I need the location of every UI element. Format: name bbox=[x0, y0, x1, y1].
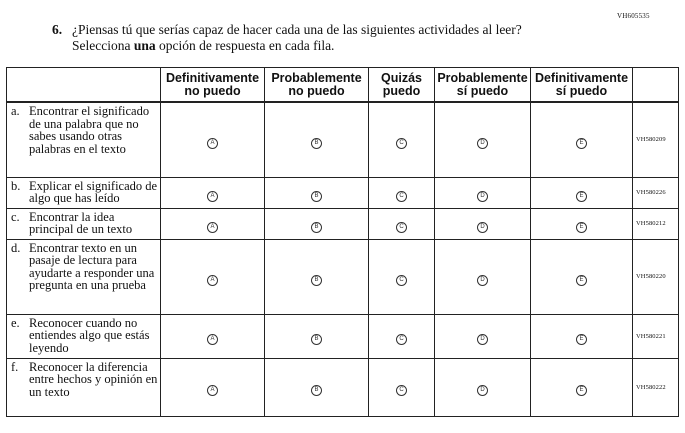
row-code: VH580212 bbox=[633, 208, 679, 239]
response-table bbox=[6, 67, 679, 417]
radio-bubble[interactable]: E bbox=[576, 334, 587, 345]
radio-bubble[interactable]: A bbox=[207, 385, 218, 396]
radio-bubble[interactable]: B bbox=[311, 275, 322, 286]
row-letter: c. bbox=[11, 209, 20, 224]
header-col-1: Definitivamente no puedo bbox=[161, 68, 265, 103]
radio-bubble[interactable]: A bbox=[207, 222, 218, 233]
header-row bbox=[7, 68, 679, 103]
option-cell[interactable] bbox=[161, 314, 265, 358]
option-cell[interactable] bbox=[161, 102, 265, 177]
radio-bubble[interactable]: A bbox=[207, 138, 218, 149]
table-row bbox=[7, 314, 679, 358]
option-cell[interactable] bbox=[369, 239, 435, 314]
option-cell[interactable] bbox=[435, 177, 531, 208]
row-code: VH580209 bbox=[633, 102, 679, 177]
option-cell[interactable] bbox=[531, 208, 633, 239]
row-text: Encontrar texto en un pasaje de lectura para ayudarte a responder una pregunta en una prueba bbox=[29, 240, 155, 292]
question-text bbox=[72, 22, 572, 54]
header-col-2: Probablemente no puedo bbox=[265, 68, 369, 103]
item-code: VH605535 bbox=[617, 12, 650, 20]
row-label bbox=[7, 239, 161, 314]
row-label bbox=[7, 208, 161, 239]
radio-bubble[interactable]: B bbox=[311, 334, 322, 345]
question-text-bold: una bbox=[133, 38, 156, 53]
option-cell[interactable] bbox=[435, 208, 531, 239]
row-letter: a. bbox=[11, 104, 20, 118]
row-label bbox=[7, 102, 161, 177]
option-cell[interactable] bbox=[531, 239, 633, 314]
option-cell[interactable] bbox=[161, 358, 265, 416]
table-row bbox=[7, 358, 679, 416]
row-code: VH580222 bbox=[633, 358, 679, 416]
table-row bbox=[7, 102, 679, 177]
option-cell[interactable] bbox=[369, 314, 435, 358]
table-row bbox=[7, 177, 679, 208]
radio-bubble[interactable]: D bbox=[477, 275, 488, 286]
row-letter: b. bbox=[11, 178, 21, 193]
option-cell[interactable] bbox=[161, 239, 265, 314]
radio-bubble[interactable]: E bbox=[576, 275, 587, 286]
radio-bubble[interactable]: D bbox=[477, 334, 488, 345]
row-letter: f. bbox=[11, 359, 19, 374]
table-row bbox=[7, 208, 679, 239]
question-text-before: ¿Piensas tú que serías capaz de hacer cada una de las siguientes actividades al leer? Selecciona bbox=[72, 22, 522, 53]
option-cell[interactable] bbox=[161, 208, 265, 239]
option-cell[interactable] bbox=[531, 177, 633, 208]
option-cell[interactable] bbox=[265, 358, 369, 416]
radio-bubble[interactable]: D bbox=[477, 138, 488, 149]
option-cell[interactable] bbox=[369, 102, 435, 177]
option-cell[interactable] bbox=[435, 314, 531, 358]
row-letter: e. bbox=[11, 315, 20, 330]
radio-bubble[interactable]: E bbox=[576, 222, 587, 233]
radio-bubble[interactable]: B bbox=[311, 385, 322, 396]
option-cell[interactable] bbox=[531, 102, 633, 177]
radio-bubble[interactable]: D bbox=[477, 191, 488, 202]
header-col-4: Probablemente sí puedo bbox=[435, 68, 531, 103]
option-cell[interactable] bbox=[369, 358, 435, 416]
radio-bubble[interactable]: E bbox=[576, 385, 587, 396]
radio-bubble[interactable]: C bbox=[396, 385, 407, 396]
option-cell[interactable] bbox=[435, 102, 531, 177]
radio-bubble[interactable]: C bbox=[396, 138, 407, 149]
radio-bubble[interactable]: B bbox=[311, 191, 322, 202]
option-cell[interactable] bbox=[435, 239, 531, 314]
radio-bubble[interactable]: D bbox=[477, 222, 488, 233]
header-code-col bbox=[633, 68, 679, 103]
radio-bubble[interactable]: A bbox=[207, 275, 218, 286]
option-cell[interactable] bbox=[369, 177, 435, 208]
header-col-3: Quizás puedo bbox=[369, 68, 435, 103]
radio-bubble[interactable]: E bbox=[576, 138, 587, 149]
option-cell[interactable] bbox=[265, 314, 369, 358]
question-text-after: opción de respuesta en cada fila. bbox=[155, 38, 335, 53]
row-code: VH580221 bbox=[633, 314, 679, 358]
radio-bubble[interactable]: C bbox=[396, 275, 407, 286]
option-cell[interactable] bbox=[265, 102, 369, 177]
row-code: VH580226 bbox=[633, 177, 679, 208]
row-text: Reconocer la diferencia entre hechos y opinión en un texto bbox=[29, 359, 158, 399]
row-text: Encontrar la idea principal de un texto bbox=[29, 209, 133, 236]
radio-bubble[interactable]: B bbox=[311, 138, 322, 149]
option-cell[interactable] bbox=[531, 314, 633, 358]
row-text: Reconocer cuando no entiendes algo que estás leyendo bbox=[29, 315, 150, 355]
row-label bbox=[7, 177, 161, 208]
radio-bubble[interactable]: A bbox=[207, 191, 218, 202]
option-cell[interactable] bbox=[435, 358, 531, 416]
header-blank bbox=[7, 68, 161, 103]
table-row bbox=[7, 239, 679, 314]
option-cell[interactable] bbox=[265, 208, 369, 239]
header-col-5: Definitivamente sí puedo bbox=[531, 68, 633, 103]
row-text: Explicar el significado de algo que has leído bbox=[29, 178, 158, 205]
option-cell[interactable] bbox=[369, 208, 435, 239]
option-cell[interactable] bbox=[161, 177, 265, 208]
radio-bubble[interactable]: D bbox=[477, 385, 488, 396]
radio-bubble[interactable]: C bbox=[396, 222, 407, 233]
option-cell[interactable] bbox=[265, 177, 369, 208]
radio-bubble[interactable]: E bbox=[576, 191, 587, 202]
option-cell[interactable] bbox=[531, 358, 633, 416]
radio-bubble[interactable]: C bbox=[396, 334, 407, 345]
row-label bbox=[7, 314, 161, 358]
row-code: VH580220 bbox=[633, 239, 679, 314]
radio-bubble[interactable]: C bbox=[396, 191, 407, 202]
row-letter: d. bbox=[11, 240, 21, 255]
option-cell[interactable] bbox=[265, 239, 369, 314]
row-label bbox=[7, 358, 161, 416]
radio-bubble[interactable]: B bbox=[311, 222, 322, 233]
question-number: 6. bbox=[52, 22, 63, 37]
row-text: Encontrar el significado de una palabra que no sabes usando otras palabras en el texto bbox=[29, 104, 150, 156]
radio-bubble[interactable]: A bbox=[207, 334, 218, 345]
